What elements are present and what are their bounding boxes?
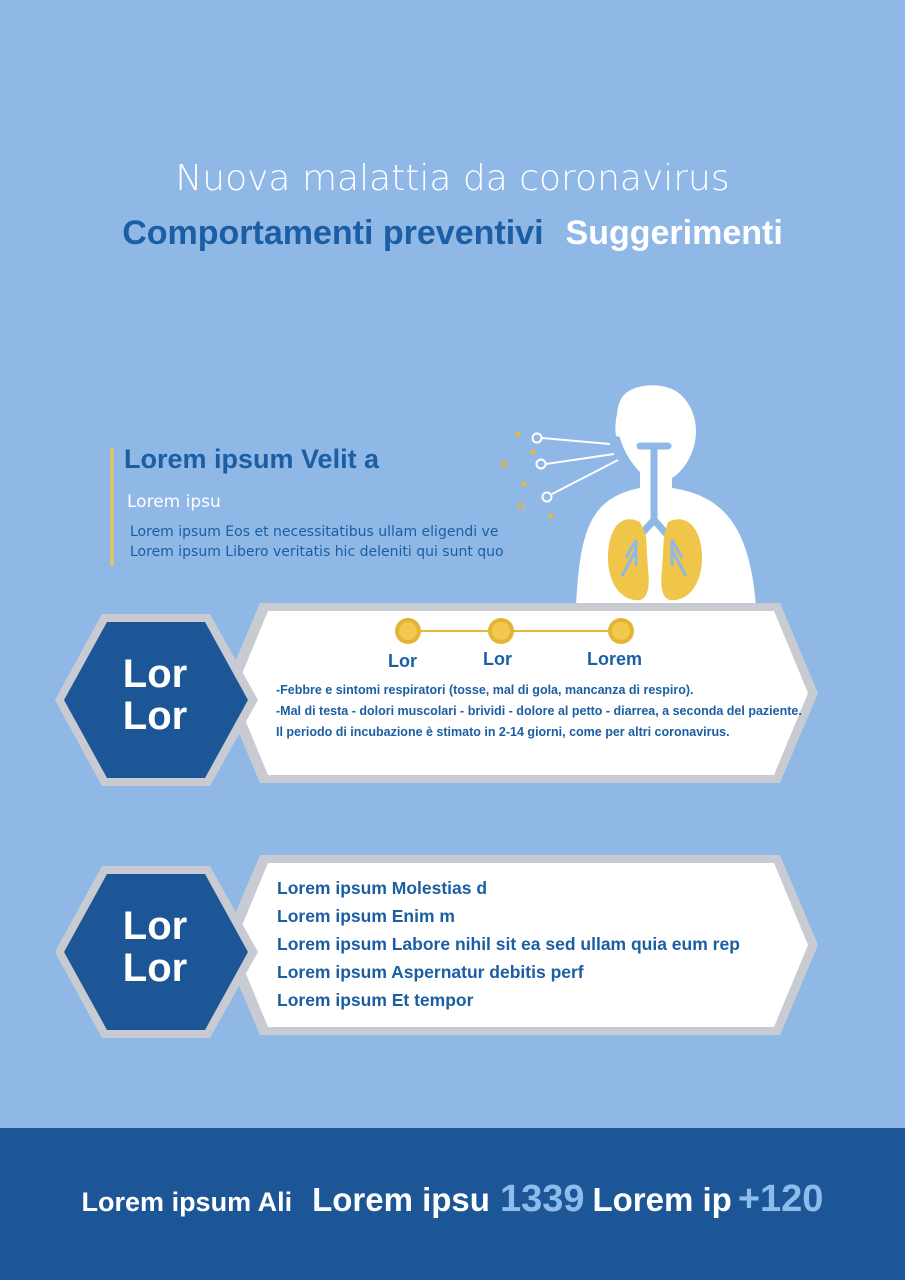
intro-line: Lorem ipsum Libero veritatis hic deleniti qui sunt quo xyxy=(130,544,504,560)
subtitle-main: Comportamenti preventivi xyxy=(122,214,544,252)
symptoms-panel xyxy=(0,600,905,790)
hex-label-line: Lor xyxy=(122,652,188,696)
list-item: Lorem ipsum Aspernatur debitis perf xyxy=(277,962,584,982)
step-marker xyxy=(488,618,514,644)
symptom-line: -Mal di testa - dolori muscolari - brividi - dolore al petto - diarrea, a seconda del paziente. xyxy=(276,704,802,718)
footer-stats xyxy=(0,1178,905,1221)
intro-line: Lorem ipsum Eos et necessitatibus ullam eligendi ve xyxy=(130,524,499,540)
step-marker xyxy=(395,618,421,644)
page-title: Nuova malattia da coronavirus xyxy=(175,158,730,199)
footer-banner xyxy=(0,1128,905,1280)
hex-label-line: Lor xyxy=(122,946,188,990)
list-item: Lorem ipsum Molestias d xyxy=(277,878,488,898)
footer-value: +120 xyxy=(737,1178,824,1220)
person-lungs-breathing-icon xyxy=(490,380,770,606)
footer-label: Lorem ipsum Ali xyxy=(81,1187,293,1217)
symptom-line: Il periodo di incubazione è stimato in 2-14 giorni, come per altri coronavirus. xyxy=(276,725,730,739)
symptom-line: -Febbre e sintomi respiratori (tosse, mal di gola, mancanza di respiro). xyxy=(276,683,694,697)
step-label: Lorem xyxy=(587,649,643,669)
tips-panel xyxy=(0,852,905,1042)
footer-value: 1339 xyxy=(499,1178,585,1220)
step-label: Lor xyxy=(483,649,512,669)
hex-label-line: Lor xyxy=(122,694,188,738)
hex-label xyxy=(85,653,225,737)
hex-label xyxy=(85,905,225,989)
list-item: Lorem ipsum Enim m xyxy=(277,906,455,926)
footer-label: Lorem ipsu xyxy=(312,1181,490,1218)
intro-heading: Lorem ipsum Velit a xyxy=(124,444,380,474)
subtitle-row xyxy=(0,214,905,253)
hex-label-line: Lor xyxy=(122,904,188,948)
list-item: Lorem ipsum Et tempor xyxy=(277,990,474,1010)
list-item: Lorem ipsum Labore nihil sit ea sed ullam quia eum rep xyxy=(277,934,740,954)
step-marker xyxy=(608,618,634,644)
step-label: Lor xyxy=(388,651,417,671)
footer-label: Lorem ip xyxy=(592,1181,732,1218)
subtitle-accent: Suggerimenti xyxy=(565,214,783,252)
intro-subheading: Lorem ipsu xyxy=(127,492,221,512)
intro-accent-bar xyxy=(110,448,114,566)
